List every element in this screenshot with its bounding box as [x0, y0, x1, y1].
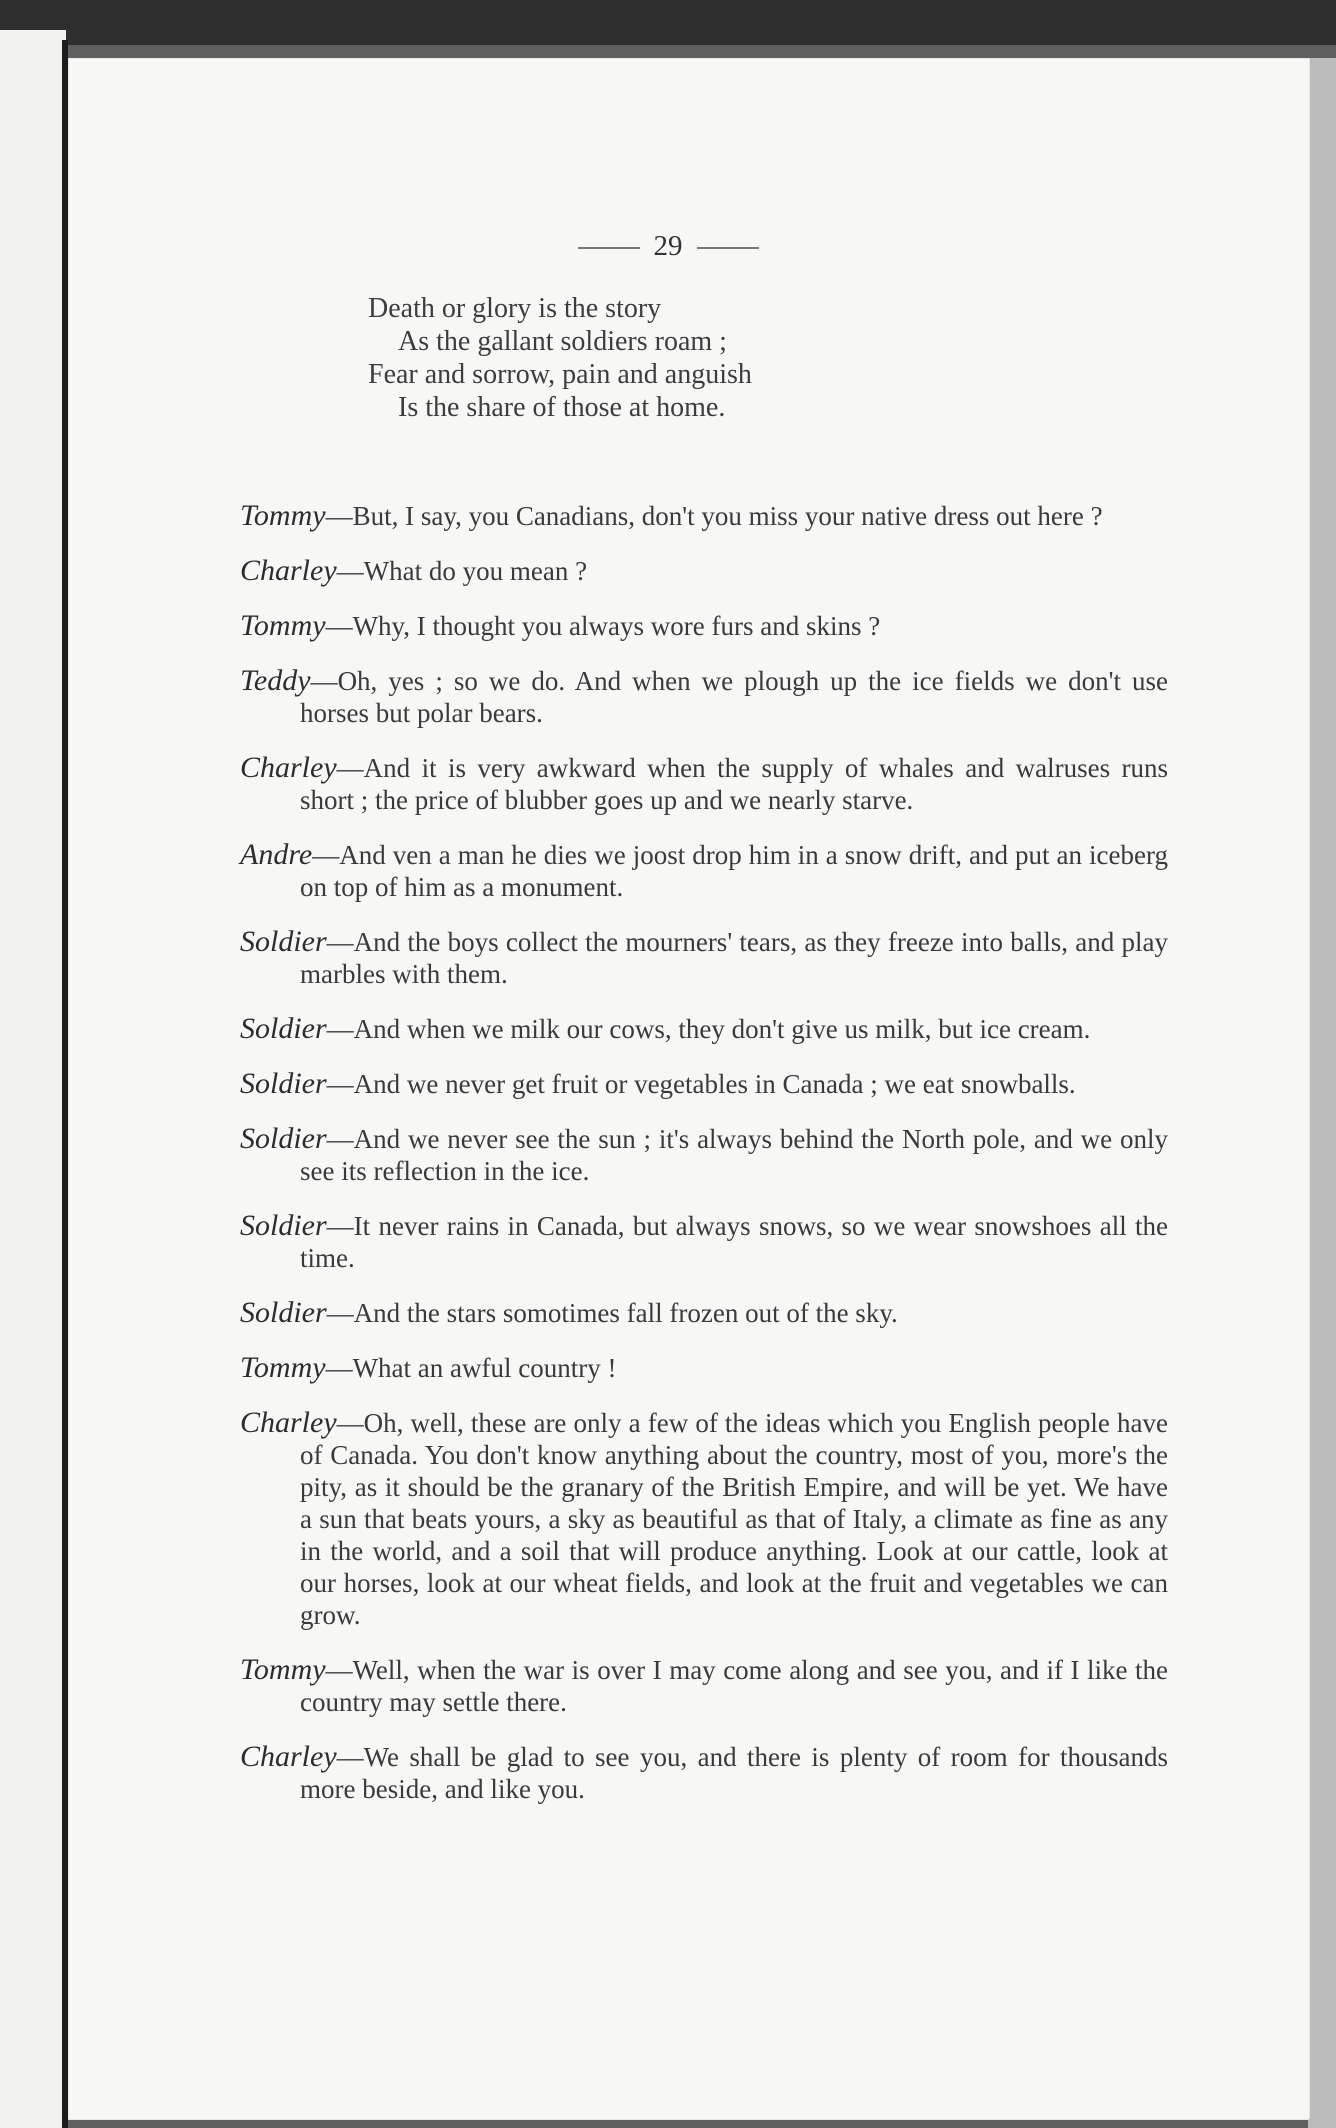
- speech-text: —What an awful country !: [325, 1353, 617, 1383]
- speaker-name: Soldier: [240, 1067, 327, 1100]
- speaker-name: Tommy: [240, 499, 326, 532]
- speech-text: —Oh, well, these are only a few of the ideas which you English people have of Canada. You don't know anything about the country, most of you, more's the pity, as it should be the granary of the British Empire, and will be yet. We have a sun that beats yours, a sky as beautiful as that of Italy, a climate as fine as any in the world, and a soil that will produce anything. Look at our cattle, look at our horses, look at our wheat fields, and look at the fruit and vegetables we can grow.: [300, 1408, 1168, 1630]
- speaker-name: Teddy: [240, 664, 311, 697]
- speech-text: —It never rains in Canada, but always snows, so we wear snowshoes all the time.: [300, 1211, 1168, 1273]
- page-number: 29: [653, 230, 683, 262]
- speaker-name: Tommy: [240, 1351, 326, 1384]
- speech-text: —What do you mean ?: [336, 556, 588, 586]
- scan-right-border: [1308, 58, 1336, 2128]
- dialogue-line: [240, 500, 1168, 532]
- speech-text: —And we never get fruit or vegetables in Canada ; we eat snowballs.: [326, 1069, 1076, 1099]
- speaker-name: Andre: [240, 838, 313, 871]
- speech-text: —Oh, yes ; so we do. And when we plough up the ice fields we don't use horses but polar bears.: [300, 666, 1168, 728]
- speech-text: —Well, when the war is over I may come along and see you, and if I like the country may settle there.: [300, 1655, 1168, 1717]
- dialogue-line: [240, 1654, 1168, 1718]
- speaker-name: Soldier: [240, 1122, 327, 1155]
- speech-text: —And we never see the sun ; it's always behind the North pole, and we only see its reflection in the ice.: [300, 1124, 1168, 1186]
- speech-text: —And the boys collect the mourners' tears, as they freeze into balls, and play marbles with them.: [300, 927, 1168, 989]
- dialogue-line: [240, 555, 1168, 587]
- dialogue-line: [240, 1741, 1168, 1805]
- speaker-name: Soldier: [240, 925, 327, 958]
- speaker-name: Soldier: [240, 1296, 327, 1329]
- speaker-name: Charley: [240, 554, 337, 587]
- speaker-name: Charley: [240, 751, 337, 784]
- header-dash-left: [578, 247, 640, 249]
- verse-line: Death or glory is the story: [368, 293, 662, 324]
- dialogue-line: [240, 1407, 1168, 1631]
- verse-line: Fear and sorrow, pain and anguish: [368, 359, 752, 390]
- dialogue-line: [240, 926, 1168, 990]
- speech-text: —And when we milk our cows, they don't give us milk, but ice cream.: [326, 1014, 1091, 1044]
- book-page: [68, 58, 1310, 2120]
- speaker-name: Tommy: [240, 609, 326, 642]
- speech-text: —And the stars somotimes fall frozen out of the sky.: [326, 1298, 898, 1328]
- verse-line: Is the share of those at home.: [398, 392, 726, 423]
- dialogue-line: [240, 1123, 1168, 1187]
- dialogue-line: [240, 1297, 1168, 1329]
- dialogue-line: [240, 1352, 1168, 1384]
- speaker-name: Soldier: [240, 1209, 327, 1242]
- dialogue-line: [240, 752, 1168, 816]
- dialogue-line: [240, 839, 1168, 903]
- facing-page-edge: [0, 30, 66, 2128]
- speaker-name: Soldier: [240, 1012, 327, 1045]
- scan-top-border: [0, 0, 1336, 45]
- speech-text: —But, I say, you Canadians, don't you miss your native dress out here ?: [325, 501, 1103, 531]
- speaker-name: Tommy: [240, 1653, 326, 1686]
- speaker-name: Charley: [240, 1740, 337, 1773]
- speech-text: —And it is very awkward when the supply of whales and walruses runs short ; the price of blubber goes up and we nearly starve.: [300, 753, 1168, 815]
- header-dash-right: [697, 247, 759, 249]
- dialogue-line: [240, 610, 1168, 642]
- speaker-name: Charley: [240, 1406, 337, 1439]
- dialogue-list: [240, 500, 1168, 1828]
- dialogue-line: [240, 1210, 1168, 1274]
- dialogue-line: [240, 1013, 1168, 1045]
- verse-stanza: [368, 292, 752, 424]
- speech-text: —We shall be glad to see you, and there is plenty of room for thousands more beside, and like you.: [300, 1742, 1168, 1804]
- dialogue-line: [240, 1068, 1168, 1100]
- speech-text: —Why, I thought you always wore furs and skins ?: [325, 611, 881, 641]
- dialogue-line: [240, 665, 1168, 729]
- verse-line: As the gallant soldiers roam ;: [398, 326, 727, 357]
- speech-text: —And ven a man he dies we joost drop him in a snow drift, and put an iceberg on top of him as a monument.: [300, 840, 1168, 902]
- page-number-header: [68, 230, 1268, 263]
